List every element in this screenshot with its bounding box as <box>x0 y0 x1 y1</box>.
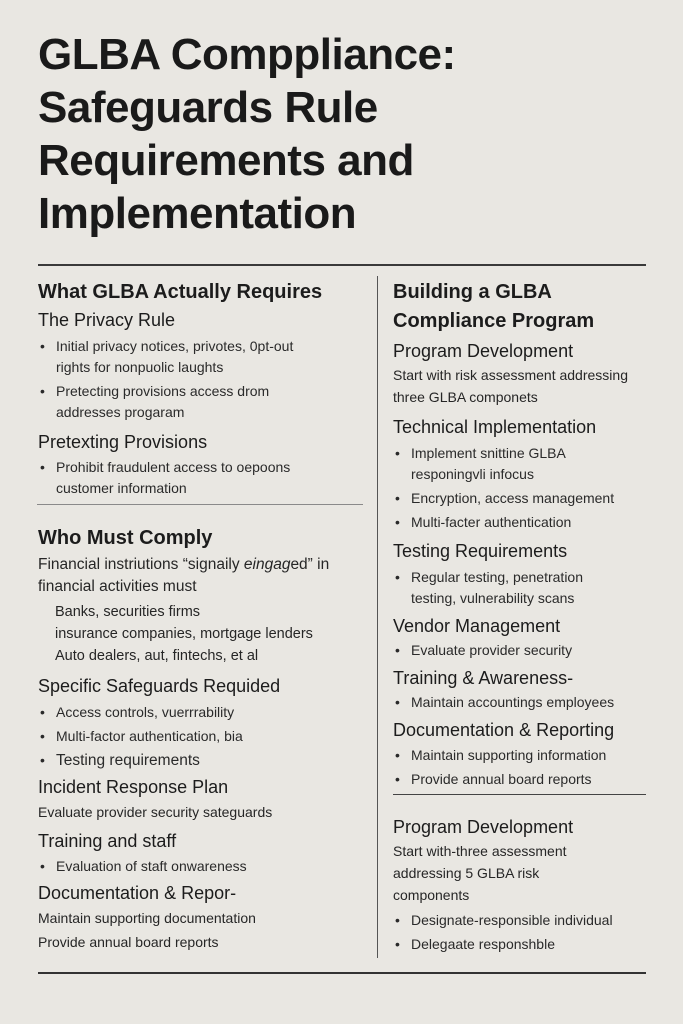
training-list <box>38 856 368 877</box>
entity-item: insurance companies, mortgage lenders <box>55 626 313 642</box>
subheading-documentation: Documentation & Repor- <box>38 883 237 903</box>
subheading-pretexting: Pretexting Provisions <box>38 432 208 452</box>
list-item: • Initial privacy notices, privotes, 0pt-out rights for nonpuolic laughts <box>38 336 308 378</box>
pretexting-list <box>38 457 338 499</box>
documentation-line: Provide annual board reports <box>38 934 219 950</box>
subheading-testing-requirements: Testing Requirements <box>393 541 568 561</box>
list-item: • Multi-facter authentication <box>393 512 593 533</box>
list-item: • Implement snittine GLBA responingvli infocus <box>393 443 593 485</box>
list-item: • Evaluation of staft onwareness <box>38 856 368 877</box>
subheading-privacy-rule: The Privacy Rule <box>38 310 176 330</box>
entity-item: Auto dealers, aut, fintechs, et al <box>55 648 259 664</box>
testing-list <box>393 567 608 609</box>
list-item: • Delegaate responshble <box>393 934 653 955</box>
subheading-technical-implementation: Technical Implementation <box>393 417 597 437</box>
program-development-text: Start with risk assessment addressing three GLBA componets <box>393 367 628 405</box>
program-development-2-list <box>393 910 653 955</box>
section-heading-what-glba-requires: What GLBA Actually Requires <box>38 281 323 303</box>
list-item: • Maintain accountings employees <box>393 692 653 713</box>
list-item: • Prohibit fraudulent access to oepoons customer information <box>38 457 338 499</box>
list-item: • Evaluate provider security <box>393 640 653 661</box>
list-item: • Testing requirements <box>38 750 368 771</box>
entity-item: Banks, securities firms <box>55 604 201 620</box>
training-awareness-list <box>393 692 653 713</box>
documentation-line: Maintain supporting documentation <box>38 910 256 926</box>
subheading-training-staff: Training and staff <box>38 831 177 851</box>
incident-response-text: Evaluate provider security sateguards <box>38 804 273 820</box>
subheading-incident-response: Incident Response Plan <box>38 777 229 797</box>
who-must-comply-intro: Financial instriutions “signaily eingaged” in financial activities must <box>38 556 330 595</box>
list-item: • Encryption, access management <box>393 488 651 509</box>
entity-list <box>38 601 368 667</box>
safeguards-list <box>38 702 368 771</box>
column-divider <box>377 276 378 958</box>
subheading-training-awareness: Training & Awareness- <box>393 668 574 688</box>
section-heading-building-program: Building a GLBA Compliance Program <box>393 281 595 332</box>
documentation-list <box>393 745 653 790</box>
technical-list <box>393 443 615 533</box>
list-item: • Provide annual board reports <box>393 769 653 790</box>
program-development-2-text: Start with-three assessment addressing 5 GLBA risk components <box>393 843 567 903</box>
list-item: • Multi-factor authentication, bia <box>38 726 368 747</box>
list-item: • Designate-responsible individual <box>393 910 653 931</box>
right-column <box>393 278 653 955</box>
vendor-list <box>393 640 653 661</box>
section-heading-who-must-comply: Who Must Comply <box>38 527 213 549</box>
bottom-divider <box>38 972 646 974</box>
title-divider <box>38 264 646 266</box>
subheading-program-development: Program Development <box>393 341 574 361</box>
list-item: • Regular testing, penetration testing, vulnerability scans <box>393 567 608 609</box>
list-item: • Access controls, vuerrrability <box>38 702 368 723</box>
page-title: GLBA Comppliance: Safeguards Rule Requirements and Implementation <box>38 30 456 238</box>
subheading-documentation-reporting: Documentation & Reporting <box>393 720 615 740</box>
list-item: • Maintain supporting information <box>393 745 653 766</box>
privacy-rule-list <box>38 336 308 423</box>
subheading-program-development-2: Program Development <box>393 817 574 837</box>
list-item: • Pretecting provisions access drom addresses progaram <box>38 381 308 423</box>
left-column <box>38 278 368 953</box>
subheading-vendor-management: Vendor Management <box>393 616 561 636</box>
subheading-specific-safeguards: Specific Safeguards Requided <box>38 676 281 696</box>
